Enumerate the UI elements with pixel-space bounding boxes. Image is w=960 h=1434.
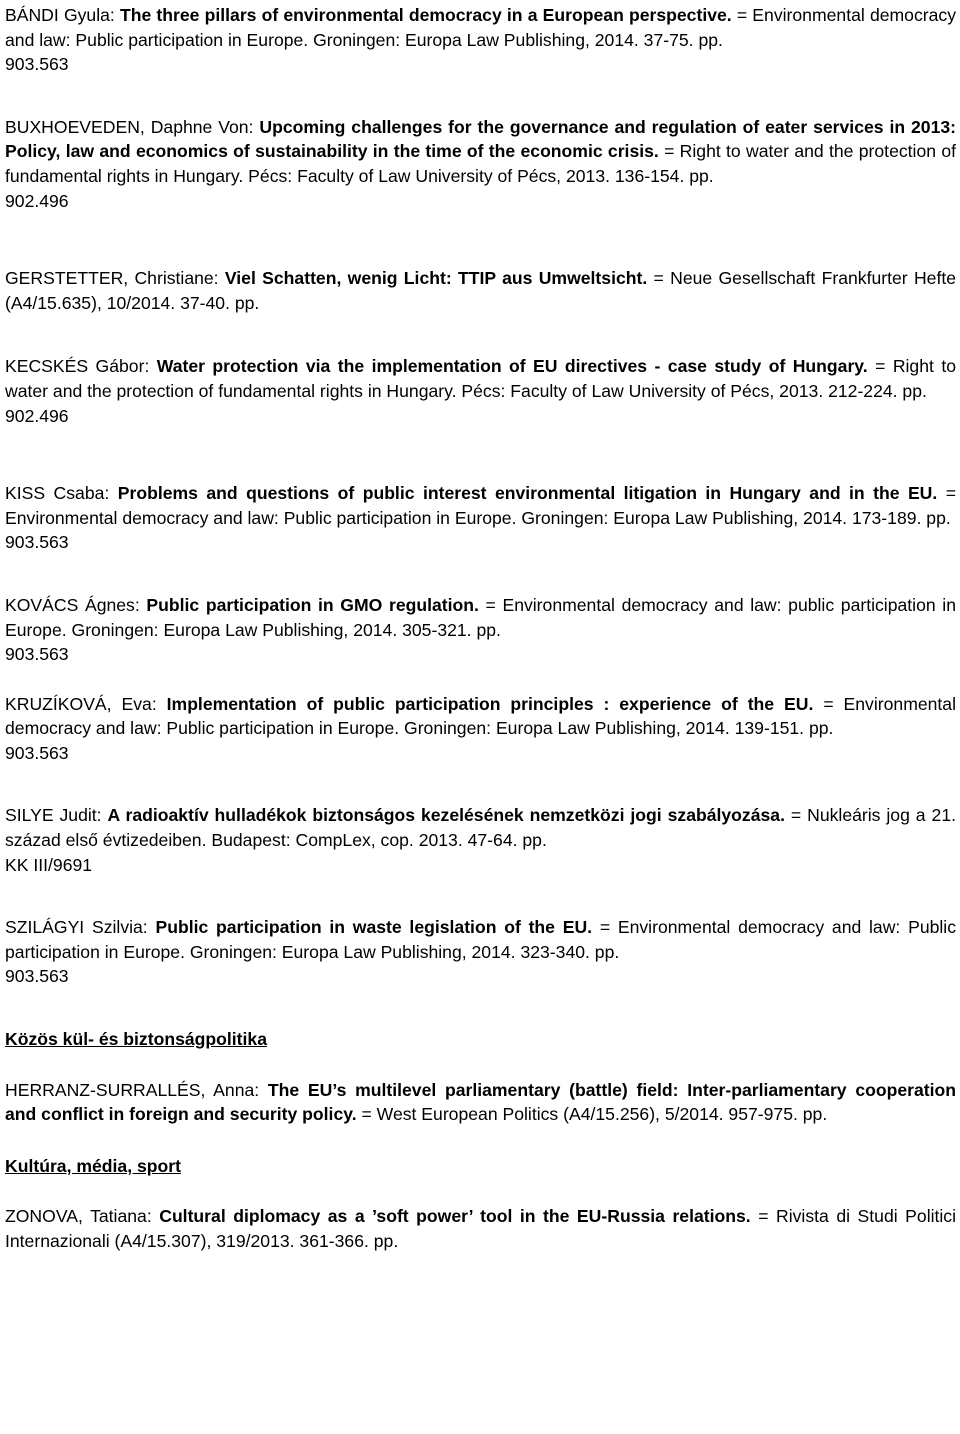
entry-author: KISS Csaba: <box>5 483 118 504</box>
bibliography-entry <box>5 1204 956 1253</box>
entry-title: Upcoming challenges for the governance and regulation of eater services in 2013: Policy, law and economics of sustainability in the time of the economic crisis. <box>5 116 956 162</box>
bibliography-entry <box>5 115 956 213</box>
entry-source: = Right to water and the protection of fundamental rights in Hungary. Pécs: Faculty of Law University of Pécs, 2013. 212-224. pp. <box>5 356 956 401</box>
entry-title: Cultural diplomacy as a ’soft power’ tool in the EU-Russia relations. <box>159 1206 751 1227</box>
bibliography-entry <box>5 3 956 77</box>
entry-call-number: KK III/9691 <box>5 854 93 875</box>
entry-author: KOVÁCS Ágnes: <box>5 594 147 615</box>
bibliography-entry <box>5 354 956 428</box>
entry-source: = West European Politics (A4/15.256), 5/2014. 957-975. pp. <box>356 1104 828 1125</box>
entry-source: = Environmental democracy and law: public participation in Europe. Groningen: Europa Law Publishing, 2014. 305-321. pp. <box>5 594 956 640</box>
entry-author: BUXHOEVEDEN, Daphne Von: <box>5 116 260 137</box>
bibliography-entry <box>5 692 956 766</box>
bibliography-document <box>5 3 956 1254</box>
bibliography-entry <box>5 915 956 989</box>
entry-title: Viel Schatten, wenig Licht: TTIP aus Umweltsicht. <box>224 268 648 289</box>
entry-source: = Environmental democracy and law: Public participation in Europe. Groningen: Europa Law Publishing, 2014. 323-340. pp. <box>5 917 957 962</box>
entry-call-number: 903.563 <box>5 54 69 75</box>
entry-call-number: 903.563 <box>5 742 69 763</box>
entry-call-number: 902.496 <box>5 405 69 426</box>
entry-author: KECSKÉS Gábor: <box>5 356 157 377</box>
entry-title: Public participation in GMO regulation. <box>146 594 479 615</box>
entry-title: A radioaktív hulladékok biztonságos kezelésének nemzetközi jogi szabályozása. <box>107 805 785 826</box>
bibliography-entry <box>5 266 956 315</box>
entry-author: GERSTETTER, Christiane: <box>5 268 225 289</box>
entry-source: = Right to water and the protection of fundamental rights in Hungary. Pécs: Faculty of Law University of Pécs, 2013. 136-154. pp. <box>5 141 956 186</box>
entry-call-number: 903.563 <box>5 644 69 665</box>
entry-source: = Environmental democracy and law: Public participation in Europe. Groningen: Europa Law Publishing, 2014. 37-75. pp. <box>5 5 956 50</box>
entry-source: = Rivista di Studi Politici Internazionali (A4/15.307), 319/2013. 361-366. pp. <box>5 1206 957 1251</box>
entry-source: = Nukleáris jog a 21. század első évtizedeiben. Budapest: CompLex, cop. 2013. 47-64. pp. <box>5 805 956 851</box>
entry-author: SILYE Judit: <box>5 805 108 826</box>
entry-call-number: 903.563 <box>5 966 69 987</box>
bibliography-entry <box>5 481 956 555</box>
entry-author: HERRANZ-SURRALLÉS, Anna: <box>5 1079 268 1100</box>
bibliography-entry <box>5 803 956 877</box>
bibliography-entry <box>5 1078 956 1127</box>
entry-title: Problems and questions of public interest environmental litigation in Hungary and in the EU. <box>117 483 938 504</box>
bibliography-entry <box>5 593 956 667</box>
entry-call-number: 902.496 <box>5 190 69 211</box>
entry-author: ZONOVA, Tatiana: <box>5 1206 160 1227</box>
entry-source: = Environmental democracy and law: Public participation in Europe. Groningen: Europa Law Publishing, 2014. 139-151. pp. <box>5 693 956 739</box>
entry-author: SZILÁGYI Szilvia: <box>5 917 156 938</box>
entry-source: = Environmental democracy and law: Public participation in Europe. Groningen: Europa Law Publishing, 2014. 173-189. pp. <box>5 483 957 528</box>
entry-title: The EU’s multilevel parliamentary (battle) field: Inter-parliamentary cooperation and conflict in foreign and security policy. <box>5 1079 956 1125</box>
entry-title: Implementation of public participation principles : experience of the EU. <box>166 693 814 714</box>
entry-title: The three pillars of environmental democracy in a European perspective. <box>119 5 732 25</box>
entry-title: Water protection via the implementation of EU directives - case study of Hungary. <box>156 356 868 377</box>
entry-title: Public participation in waste legislation of the EU. <box>155 917 593 938</box>
section-heading: Kultúra, média, sport <box>5 1155 181 1176</box>
entry-author: BÁNDI Gyula: <box>5 5 120 25</box>
section-heading: Közös kül- és biztonságpolitika <box>5 1029 267 1050</box>
entry-author: KRUZÍKOVÁ, Eva: <box>5 693 167 714</box>
entry-source: = Neue Gesellschaft Frankfurter Hefte (A4/15.635), 10/2014. 37-40. pp. <box>5 268 957 313</box>
entry-call-number: 903.563 <box>5 532 69 553</box>
